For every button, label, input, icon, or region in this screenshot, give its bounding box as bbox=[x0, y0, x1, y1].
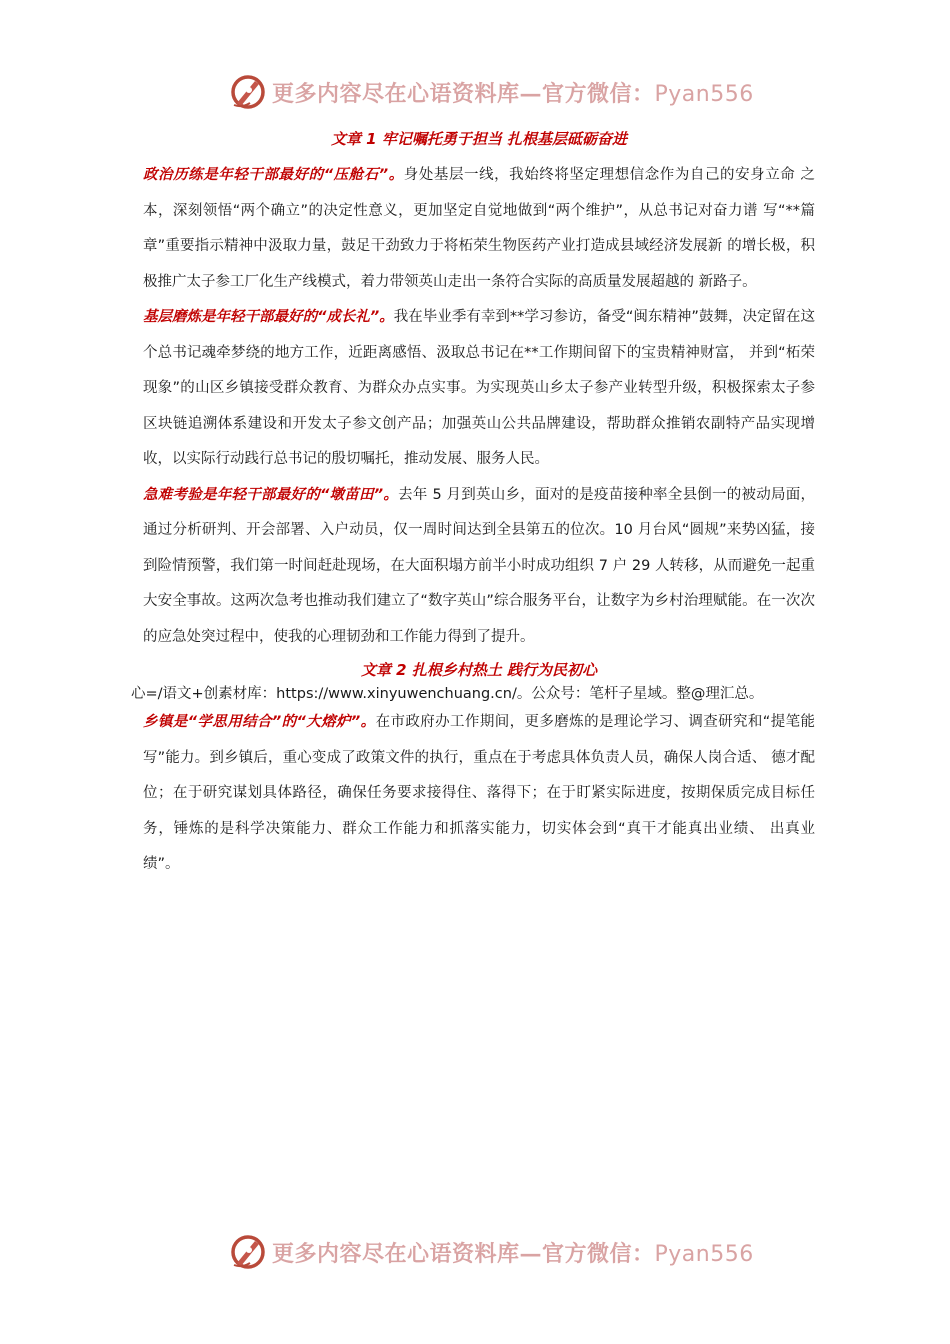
paragraph-lead: 急难考验是年轻干部最好的“墩苗田”。 bbox=[143, 486, 399, 503]
banner-text bbox=[272, 77, 754, 108]
paragraph-text: 去年 5 月到英山乡，面对的是疫苗接种率全县倒一的被动局面，通过分析研判、开会部署、入户动员，仅一周时间达到全县第五的位次。10 月台风“圆规”来势凶猛，接到险情预警，我们第一时间赶赴现场，在大面积塌方前半小时成功组织 7 户 29 人转移，从而避免一起重大安全事故。这两次急考也推动我们建立了“数字英山”综合服务平台，让数字为乡村治理赋能。在一次次的应急处突过程中，使我的心理韧劲和工作能力得到了提升。 bbox=[143, 486, 815, 645]
header-banner bbox=[228, 70, 754, 114]
banner-wechat-id: Pyan556 bbox=[654, 1241, 754, 1267]
article-1-paragraph-1 bbox=[143, 158, 815, 300]
article-1-paragraph-3 bbox=[143, 478, 815, 656]
footer-banner bbox=[228, 1230, 754, 1274]
paragraph-text: 在市政府办工作期间，更多磨炼的是理论学习、调查研究和“提笔能写”能力。到乡镇后，重心变成了政策文件的执行，重点在于考虑具体负责人员，确保人岗合适、 德才配位；在于研究谋划具体路径，确保任务要求接得住、落得下；在于盯紧实际进度，按期保质完成目标任务，锤炼的是科学决策能力、群众工作能力和抓落实能力，切实体会到“真干才能真出业绩、 出真业绩”。 bbox=[143, 714, 815, 872]
banner-wechat-id: Pyan556 bbox=[654, 81, 754, 107]
paragraph-lead: 政治历练是年轻干部最好的“压舱石”。 bbox=[143, 167, 404, 183]
paragraph-lead: 乡镇是“学思用结合”的“大熔炉”。 bbox=[143, 714, 376, 730]
article-1-title: 文章 1 牢记嘱托勇于担当 扎根基层砥砺奋进 bbox=[330, 130, 628, 148]
document-body bbox=[131, 126, 815, 883]
banner-text bbox=[272, 1237, 754, 1268]
pen-logo-icon bbox=[228, 72, 268, 112]
article-1-paragraph-2 bbox=[143, 300, 815, 478]
source-notice: 心=/语文+创素材库：https://www.xinyuwenchuang.cn/。公众号：笔杆子星域。整@理汇总。 bbox=[131, 686, 764, 702]
article-2-paragraph-1 bbox=[143, 705, 815, 883]
banner-label: 更多内容尽在心语资料库—官方微信： bbox=[272, 1240, 655, 1267]
pen-logo-icon bbox=[228, 1232, 268, 1272]
article-2-title: 文章 2 扎根乡村热土 践行为民初心 bbox=[360, 661, 598, 679]
banner-label: 更多内容尽在心语资料库—官方微信： bbox=[272, 80, 655, 107]
paragraph-lead: 基层磨炼是年轻干部最好的“成长礼”。 bbox=[143, 309, 394, 325]
paragraph-text: 身处基层一线，我始终将坚定理想信念作为自己的安身立命 之本，深刻领悟“两个确立”的决定性意义，更加坚定自觉地做到“两个维护”，从总书记对奋力谱 写“**篇章”重要指示精神中汲取力量，鼓足干劲致力于将柘荣生物医药产业打造成县域经济发展新 的增长极，积极推广太子参工厂化生产线模式，着力带领英山走出一条符合实际的高质量发展超越的 新路子。 bbox=[143, 167, 815, 290]
paragraph-text: 我在毕业季有幸到**学习参访，备受“闽东精神”鼓舞，决定留在这个总书记魂牵梦绕的地方工作，近距离感悟、汲取总书记在**工作期间留下的宝贵精神财富， 并到“柘荣现象”的山区乡镇接受群众教育、为群众办点实事。为实现英山乡太子参产业转型升级，积极探索太子参区块链追溯体系建设和开发太子参文创产品；加强英山公共品牌建设，帮助群众推销农副特产品实现增收，以实际行动践行总书记的殷切嘱托，推动发展、服务人民。 bbox=[143, 309, 815, 467]
